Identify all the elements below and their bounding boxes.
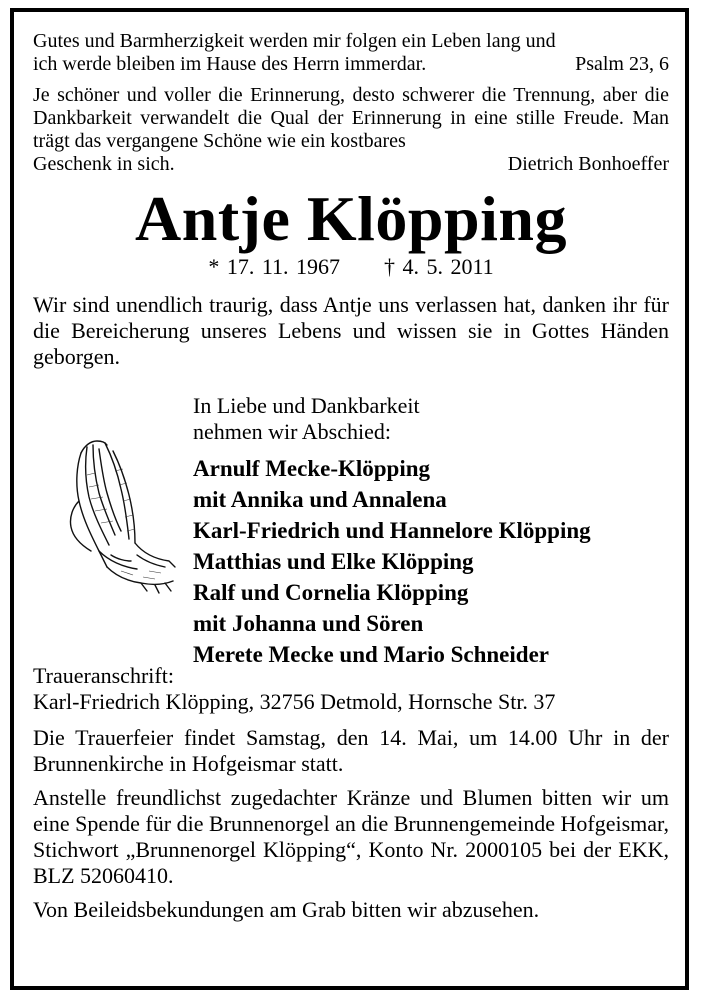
mourner-name: Arnulf Mecke-Klöpping: [193, 456, 431, 481]
death-date: † 4. 5. 2011: [384, 254, 494, 279]
farewell-line-1: In Liebe und Dankbarkeit: [193, 393, 420, 418]
mourner-names: [193, 453, 673, 670]
mourner-name: mit Johanna und Sören: [193, 611, 424, 636]
mourner-name: mit Annika und Annalena: [193, 487, 447, 512]
obituary-notice: [33, 30, 669, 923]
donation-info: Anstelle freundlichst zugedachter Kränze und Blumen bitten wir um eine Spende für die Brunnenorgel an die Brunnengemeinde Hofgeismar, Stichwort „Brunnenorgel Klöpping“, Konto Nr. 2000105 bei der EKK, BLZ 52060410.: [33, 785, 669, 888]
mourner-name: Merete Mecke und Mario Schneider: [193, 642, 549, 667]
mourners-block: [33, 393, 669, 667]
quote-text: Je schöner und voller die Erinnerung, desto schwerer die Trennung, aber die Dankbarkeit verwandelt die Qual der Erinnerung in eine stille Freude. Man trägt das vergangene Schöne wie ein kostbares: [33, 84, 669, 152]
service-info: Die Trauerfeier findet Samstag, den 14. Mai, um 14.00 Uhr in der Brunnenkirche in Hofgeismar statt.: [33, 725, 669, 776]
quote-last-text: Geschenk in sich.: [33, 153, 175, 175]
verse-text: ich werde bleiben im Hause des Herrn immerdar.: [33, 53, 427, 75]
life-dates: [33, 254, 669, 280]
deceased-name: Antje Klöpping: [135, 183, 567, 254]
mourners-list: [193, 393, 673, 670]
verse-line-1: Gutes und Barmherzigkeit werden mir folgen ein Leben lang und: [33, 30, 556, 52]
praying-hands-icon: [51, 435, 181, 595]
mourner-name: Ralf und Cornelia Klöpping: [193, 580, 469, 605]
mourner-name: Matthias und Elke Klöpping: [193, 549, 474, 574]
verse-source: Psalm 23, 6: [575, 53, 669, 75]
quote-author: Dietrich Bonhoeffer: [507, 153, 669, 175]
birth-date: * 17. 11. 1967: [208, 254, 340, 279]
address-label: Traueranschrift:: [33, 663, 174, 688]
quote-last-line: [33, 153, 669, 176]
verse-line-2: [33, 53, 669, 76]
condolence-note: Von Beileidsbekundungen am Grab bitten wir abzusehen.: [33, 897, 540, 922]
farewell-line-2: nehmen wir Abschied:: [193, 419, 391, 444]
intro-text: Wir sind unendlich traurig, dass Antje uns verlassen hat, danken ihr für die Bereicherung unseres Lebens und wissen sie in Gottes Händen geborgen.: [33, 292, 669, 369]
mourner-name: Karl-Friedrich und Hannelore Klöpping: [193, 518, 591, 543]
address-value: Karl-Friedrich Klöpping, 32756 Detmold, Hornsche Str. 37: [33, 689, 556, 714]
